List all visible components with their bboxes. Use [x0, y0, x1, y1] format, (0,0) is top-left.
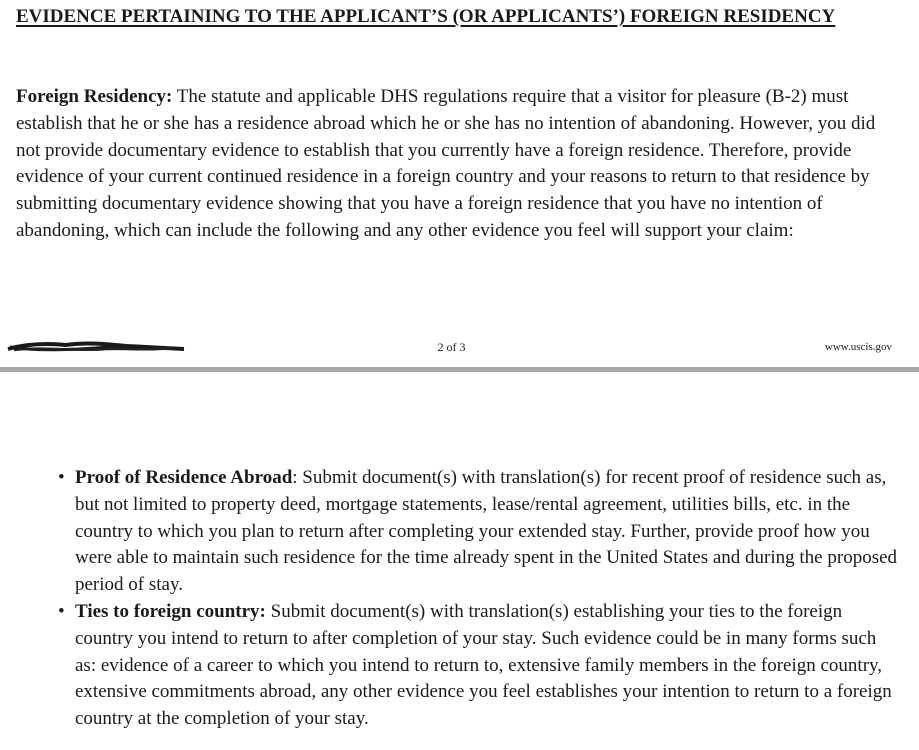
bullet-icon: • [58, 600, 65, 622]
list-item-proof-of-residence [58, 465, 898, 599]
bullet-label: Proof of Residence Abroad [75, 467, 293, 488]
bullet-label: Ties to foreign country: [75, 600, 266, 622]
bullet-icon: • [58, 467, 65, 488]
page-footer [0, 336, 919, 360]
section-heading: EVIDENCE PERTAINING TO THE APPLICANT’S (OR APPLICANTS’) FOREIGN RESIDENCY [16, 6, 836, 27]
foreign-residency-label: Foreign Residency: [16, 86, 173, 107]
bullet-text: Submit document(s) with translation(s) establishing your ties to the foreign country you intend to return to after completion of your stay. Such evidence could be in many forms such as: evidence of a career to which you intend to return to, extensive family members in the foreign country, extensive commitments abroad, any other evidence you feel establishes your intention to return to a foreign country at the completion of your stay. [75, 600, 892, 730]
page-break-divider [0, 367, 919, 372]
footer-website: www.uscis.gov [824, 341, 892, 353]
bullet-text: : Submit document(s) with translation(s) for recent proof of residence such as, but not limited to property deed, mortgage statements, lease/rental agreement, utilities bills, etc. in the country to which you plan to return after completing your extended stay. Further, provide proof how you were able to maintain such residence for the time already spent in the United States and during the proposed period of stay. [75, 467, 898, 596]
page-number: 2 of 3 [437, 340, 466, 354]
foreign-residency-paragraph [16, 84, 896, 245]
evidence-list [58, 465, 898, 733]
foreign-residency-text: The statute and applicable DHS regulations require that a visitor for pleasure (B-2) must establish that he or she has a residence abroad which he or she has no intention of abandoning. However, you did not provide documentary evidence to establish that you currently have a foreign residence. Therefore, provide evidence of your current continued residence in a foreign country and your reasons to return to that residence by submitting documentary evidence showing that you have a foreign residence that you have no intention of abandoning, which can include the following and any other evidence you feel will support your claim: [16, 86, 876, 241]
list-item-ties-to-foreign-country [58, 599, 898, 733]
